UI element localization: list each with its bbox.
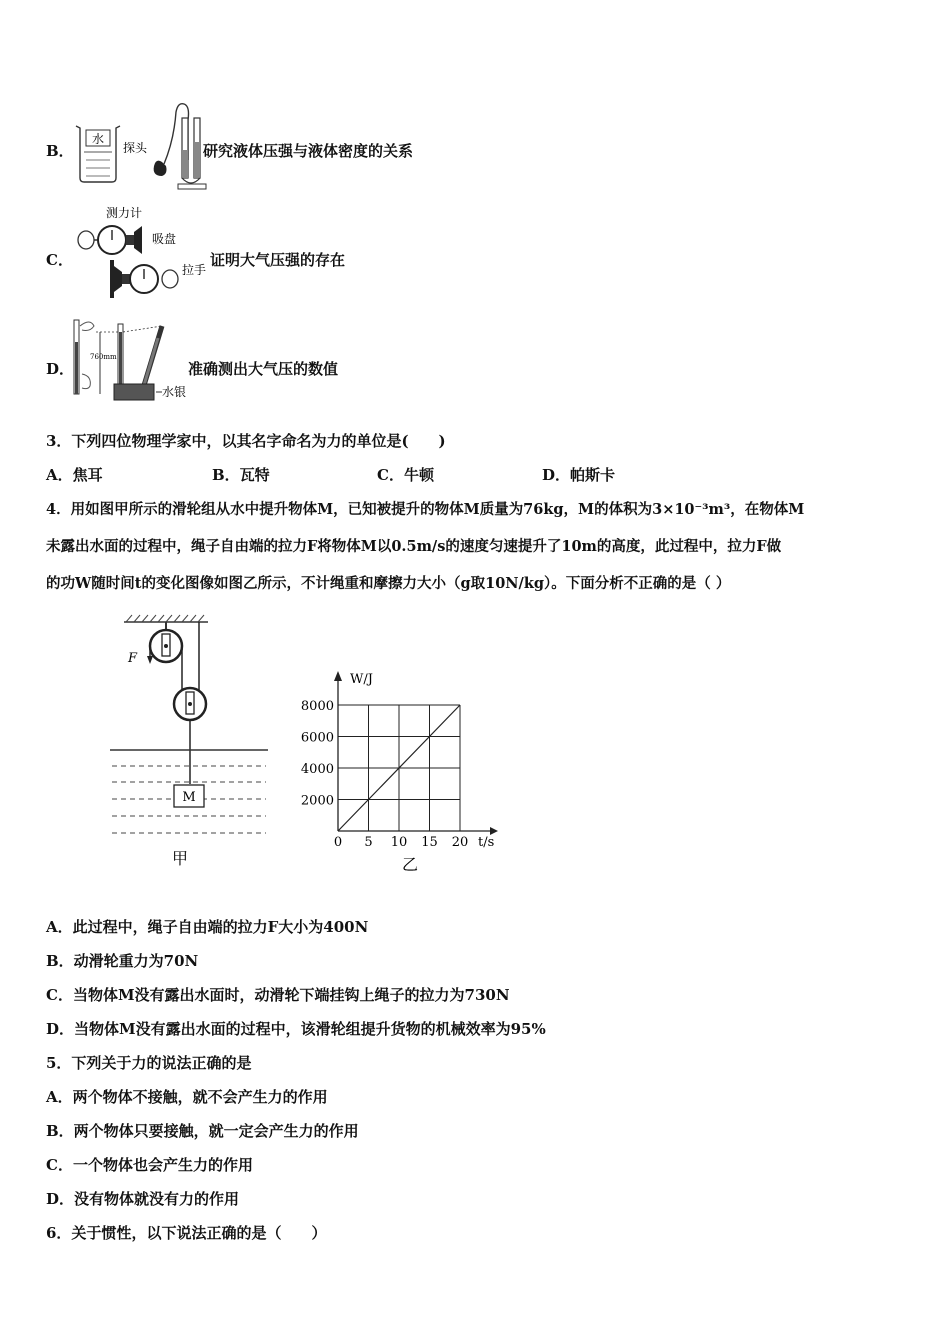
x-tick-label: 15 bbox=[421, 835, 438, 850]
y-tick-label: 6000 bbox=[300, 730, 334, 746]
q6-stem: 6．关于惯性，以下说法正确的是（ ） bbox=[46, 1224, 327, 1242]
height-label: 760mm bbox=[90, 353, 117, 361]
y-tick-label: 2000 bbox=[300, 793, 334, 809]
q5-option-d: D．没有物体就没有力的作用 bbox=[46, 1190, 240, 1208]
q4-option-b: B．动滑轮重力为70N bbox=[46, 952, 199, 970]
x-tick-label: 0 bbox=[333, 835, 343, 850]
handle-label: 拉手 bbox=[182, 263, 207, 277]
y-tick-label: 8000 bbox=[300, 699, 334, 714]
q4-option-c: C．当物体M没有露出水面时，动滑轮下端挂钩上绳子的拉力为730N bbox=[46, 986, 510, 1004]
q4-option-d: D．当物体M没有露出水面的过程中，该滑轮组提升货物的机械效率为95% bbox=[46, 1020, 546, 1038]
figure-yi-chart bbox=[290, 665, 510, 877]
q3-option-b: B．瓦特 bbox=[212, 466, 270, 484]
y-axis-arrow bbox=[334, 671, 342, 681]
mercury-label: 水银 bbox=[162, 385, 187, 399]
x-axis-arrow bbox=[490, 827, 498, 835]
q2-option-b-figure bbox=[70, 100, 210, 192]
q5-stem: 5．下列关于力的说法正确的是 bbox=[46, 1054, 252, 1072]
q4-line-2: 未露出水面的过程中，绳子自由端的拉力F将物体M以0.5m/s的速度匀速提升了10m的高度，此过程中，拉力F做 bbox=[46, 538, 782, 555]
y-tick-label: 4000 bbox=[300, 762, 334, 777]
q2-option-d-label: D． bbox=[46, 360, 75, 378]
q2-option-b-label: B． bbox=[46, 142, 74, 160]
q2-option-d-text: 准确测出大气压的数值 bbox=[188, 360, 339, 378]
force-f-label: F bbox=[128, 651, 138, 666]
q2-option-c-figure bbox=[72, 202, 222, 302]
q2-option-c-label: C． bbox=[46, 251, 73, 269]
q2-option-b-text: 研究液体压强与液体密度的关系 bbox=[203, 142, 414, 160]
q3-option-a: A．焦耳 bbox=[46, 466, 103, 484]
q3-option-d: D．帕斯卡 bbox=[542, 466, 616, 484]
probe-label: 探头 bbox=[123, 141, 148, 155]
y-axis-label: W/J bbox=[350, 672, 373, 687]
gauge-label: 测力计 bbox=[106, 206, 143, 220]
q4-line-1: 4．用如图甲所示的滑轮组从水中提升物体M，已知被提升的物体M质量为76kg，M的体积为3×10⁻³m³，在物体M bbox=[46, 501, 805, 518]
q2-option-d-figure bbox=[70, 316, 200, 408]
figure-jia-pulley bbox=[108, 612, 273, 874]
figure-yi-caption: 乙 bbox=[401, 855, 419, 874]
x-tick-label: 20 bbox=[451, 835, 469, 850]
object-m-label: M bbox=[182, 790, 196, 805]
q2-option-c-text: 证明大气压强的存在 bbox=[210, 251, 346, 269]
sucker-label: 吸盘 bbox=[152, 232, 177, 246]
q4-option-a: A．此过程中，绳子自由端的拉力F大小为400N bbox=[46, 918, 369, 936]
x-axis-label: t/s bbox=[478, 835, 495, 850]
q5-option-b: B．两个物体只要接触，就一定会产生力的作用 bbox=[46, 1122, 359, 1140]
water-label: 水 bbox=[91, 132, 105, 146]
q4-line-3: 的功W随时间t的变化图像如图乙所示，不计绳重和摩擦力大小（g取10N/kg）。下面分析不正确的是（ ） bbox=[46, 575, 731, 592]
q5-option-c: C．一个物体也会产生力的作用 bbox=[46, 1156, 253, 1174]
q3-stem: 3．下列四位物理学家中，以其名字命名为力的单位是( ) bbox=[46, 432, 446, 450]
x-tick-label: 10 bbox=[390, 835, 408, 850]
q3-option-c: C．牛顿 bbox=[377, 466, 434, 484]
x-tick-label: 5 bbox=[364, 835, 373, 850]
q5-option-a: A．两个物体不接触，就不会产生力的作用 bbox=[46, 1088, 328, 1106]
figure-jia-caption: 甲 bbox=[172, 849, 189, 868]
